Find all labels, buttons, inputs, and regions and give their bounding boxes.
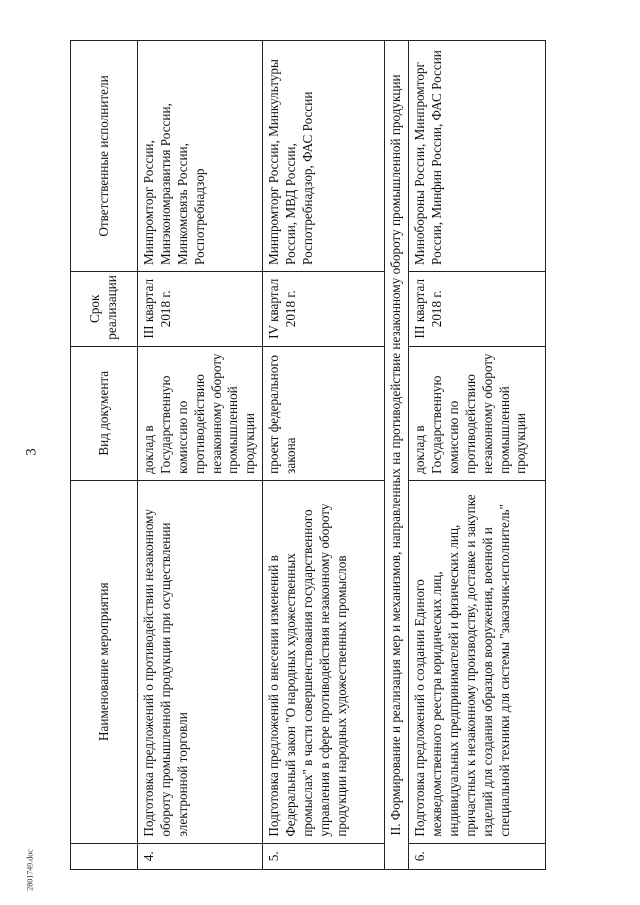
rotated-table-frame [70,40,610,870]
row-document-type: доклад в Государственную комиссию по противодействию незаконному обороту промышленной продукции [409,346,546,480]
section-heading: II. Формирование и реализация мер и механизмов, направленных на противодействие незаконному обороту промышленной продукции [385,41,409,870]
table-row [409,41,546,870]
header-document-type: Вид документа [71,346,138,480]
row-name: Подготовка предложений о противодействии незаконному обороту промышленной продукции при осуществлении электронной торговли [138,480,263,843]
table-header-row [71,41,138,870]
header-name: Наименование мероприятия [71,480,138,843]
row-name: Подготовка предложений о внесении изменений в Федеральный закон "О народных художественных промыслах" в части совершенствования государственного управления в сфере противодействия незаконному обороту продукции народных художественных промыслов [263,480,385,843]
header-number [71,843,138,869]
row-number: 5. [263,843,385,869]
measures-table-container [70,40,610,870]
header-executors: Ответственные исполнители [71,41,138,272]
section-row [385,41,409,870]
row-executors: Минпромторг России, Минкультуры России, МВД России, Роспотребнадзор, ФАС России [263,41,385,272]
footer-code: 2801749.doc [25,849,35,891]
row-number: 4. [138,843,263,869]
table-row [138,41,263,870]
row-number: 6. [409,843,546,869]
row-term: IV квартал 2018 г. [263,271,385,346]
measures-table [70,40,546,870]
row-executors: Минпромторг России, Минэкономразвития России, Минкомсвязь России, Роспотребнадзор [138,41,263,272]
table-row [263,41,385,870]
row-executors: Минобороны России, Минпромторг России, Минфин России, ФАС России [409,41,546,272]
row-document-type: проект федерального закона [263,346,385,480]
page-number: 3 [23,448,40,456]
row-term: III квартал 2018 г. [409,271,546,346]
row-name: Подготовка предложений о создании Единого межведомственного реестра юридических лиц, индивидуальных предпринимателей и физических лиц, причастных к незаконному производству, доставке и закупке изделий для создания образцов вооружения, военной и специальной техники для системы "заказчик-исполнитель" [409,480,546,843]
header-term: Срок реализации [71,271,138,346]
row-term: III квартал 2018 г. [138,271,263,346]
row-document-type: доклад в Государственную комиссию по противодействию незаконному обороту промышленной продукции [138,346,263,480]
